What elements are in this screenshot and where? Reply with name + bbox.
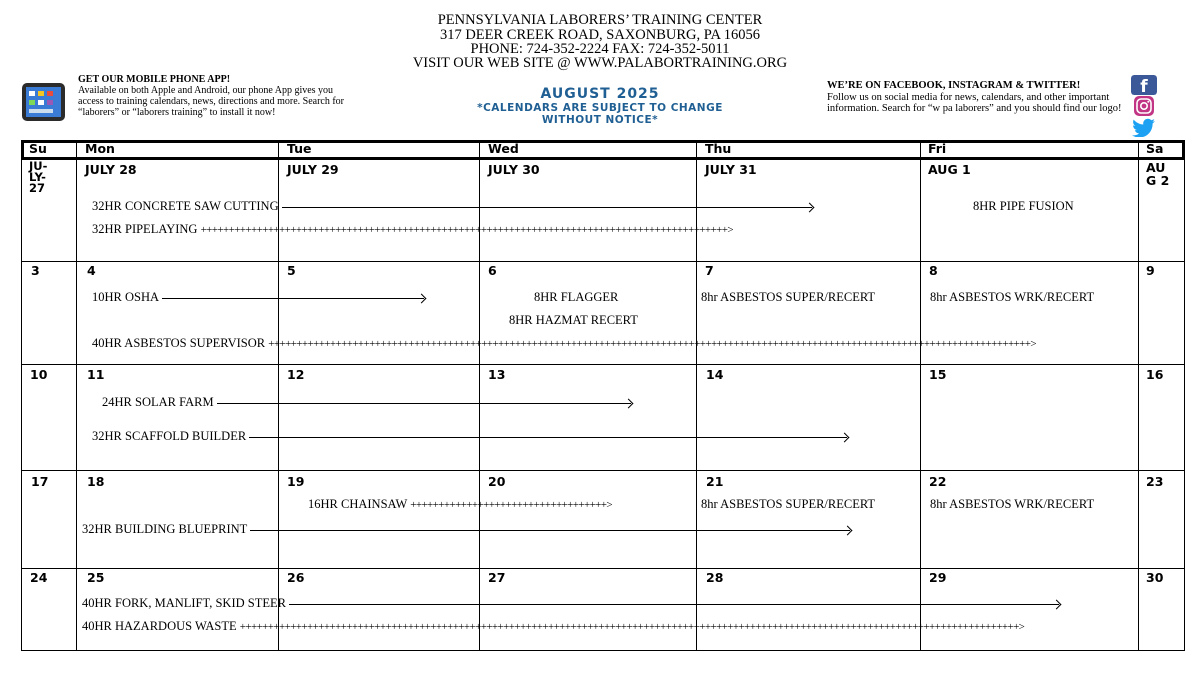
event-label: 16HR CHAINSAW bbox=[308, 497, 408, 511]
day-number: AU G 2 bbox=[1146, 160, 1170, 188]
day-number: 11 bbox=[87, 367, 105, 382]
week-divider bbox=[21, 261, 1185, 262]
day-number: 28 bbox=[706, 570, 724, 585]
event-label: 10HR OSHA bbox=[92, 290, 160, 304]
column-divider bbox=[920, 140, 921, 651]
day-number: 5 bbox=[287, 263, 296, 278]
app-promo bbox=[78, 74, 348, 118]
day-header-monday: Mon bbox=[85, 141, 115, 156]
event-label: 40HR FORK, MANLIFT, SKID STEER bbox=[82, 596, 286, 610]
social-promo-title: WE’RE ON FACEBOOK, INSTAGRAM & TWITTER! bbox=[827, 80, 1081, 91]
day-number: 19 bbox=[287, 474, 305, 489]
app-promo-title: GET OUR MOBILE PHONE APP! bbox=[78, 74, 231, 85]
plus-line-icon: ++++++++++++++++++++++++++++++++++++++++++++++++++++++++++++++++++++++++++++++++++++++++++++++> bbox=[200, 224, 733, 236]
day-number: 14 bbox=[706, 367, 724, 382]
arrow-icon bbox=[289, 604, 1059, 605]
social-promo-body: Follow us on social media for news, calendars, and other important information. Search for “w pa laborers” and you should find our logo! bbox=[827, 91, 1122, 114]
event-label: 40HR HAZARDOUS WASTE bbox=[82, 619, 237, 633]
instagram-icon[interactable] bbox=[1131, 96, 1157, 116]
day-number: AUG 1 bbox=[928, 162, 971, 177]
mobile-phone-icon bbox=[20, 82, 67, 122]
calendar-event[interactable] bbox=[92, 429, 847, 443]
day-number: JULY 28 bbox=[85, 162, 137, 177]
calendar-event[interactable] bbox=[92, 336, 1036, 351]
arrow-icon bbox=[249, 437, 847, 438]
calendar-title bbox=[360, 86, 840, 126]
day-header-saturday: Sa bbox=[1146, 141, 1164, 156]
day-number: 9 bbox=[1146, 263, 1155, 278]
day-number: 16 bbox=[1146, 367, 1164, 382]
day-number: 24 bbox=[30, 570, 48, 585]
day-number: 23 bbox=[1146, 474, 1164, 489]
day-number: JU- LY- 27 bbox=[29, 159, 48, 195]
plus-line-icon: +++++++++++++++++++++++++++++++++++> bbox=[410, 499, 612, 511]
event-label: 32HR BUILDING BLUEPRINT bbox=[82, 522, 248, 536]
week-divider bbox=[21, 364, 1185, 365]
day-number: 26 bbox=[287, 570, 305, 585]
day-number: 20 bbox=[488, 474, 506, 489]
calendar-event[interactable] bbox=[92, 222, 733, 237]
calendar-event[interactable]: 8hr ASBESTOS WRK/RECERT bbox=[930, 497, 1095, 511]
calendar-notice-line2: WITHOUT NOTICE* bbox=[541, 114, 659, 126]
day-header-wednesday: Wed bbox=[488, 141, 519, 156]
plus-line-icon: ++++++++++++++++++++++++++++++++++++++++++++++++++++++++++++++++++++++++++++++++++++++++++++++++++++++++++++++++++++++++++++++++++++++++> bbox=[268, 338, 1036, 350]
org-phone: PHONE: 724-352-2224 FAX: 724-352-5011 bbox=[470, 41, 730, 57]
day-number: 10 bbox=[30, 367, 48, 382]
calendar-event[interactable] bbox=[92, 290, 424, 304]
calendar-event[interactable]: 8hr ASBESTOS WRK/RECERT bbox=[930, 290, 1095, 304]
calendar-notice-line1: *CALENDARS ARE SUBJECT TO CHANGE bbox=[477, 102, 723, 114]
day-number: 15 bbox=[929, 367, 947, 382]
day-number: 13 bbox=[488, 367, 506, 382]
calendar-event[interactable] bbox=[82, 522, 850, 536]
day-number: JULY 31 bbox=[705, 162, 757, 177]
day-number: JULY 30 bbox=[488, 162, 540, 177]
column-divider bbox=[1138, 140, 1139, 651]
calendar-event[interactable]: 8HR HAZMAT RECERT bbox=[509, 313, 638, 327]
day-header-sunday: Su bbox=[29, 141, 47, 156]
org-website[interactable]: VISIT OUR WEB SITE @ WWW.PALABORTRAINING.ORG bbox=[412, 55, 788, 71]
event-label: 32HR CONCRETE SAW CUTTING bbox=[92, 199, 279, 213]
calendar-event[interactable]: 8hr ASBESTOS SUPER/RECERT bbox=[701, 497, 876, 511]
day-number: 22 bbox=[929, 474, 947, 489]
calendar-month: AUGUST 2025 bbox=[540, 86, 660, 102]
event-label: 40HR ASBESTOS SUPERVISOR bbox=[92, 336, 266, 350]
column-divider bbox=[696, 140, 697, 651]
calendar-event[interactable]: 8HR FLAGGER bbox=[534, 290, 619, 304]
calendar-event[interactable] bbox=[308, 497, 612, 512]
app-promo-body: Available on both Apple and Android, our phone App gives you access to training calendars, news, directions and more. Search for “laborers” or “laborers training” to install it now! bbox=[78, 85, 345, 118]
day-number: 29 bbox=[929, 570, 947, 585]
calendar-event[interactable] bbox=[102, 395, 631, 409]
day-header-tuesday: Tue bbox=[287, 141, 312, 156]
week-divider bbox=[21, 470, 1185, 471]
day-number: 17 bbox=[31, 474, 49, 489]
event-label: 32HR PIPELAYING bbox=[92, 222, 198, 236]
event-label: 24HR SOLAR FARM bbox=[102, 395, 214, 409]
day-number: 12 bbox=[287, 367, 305, 382]
twitter-icon[interactable] bbox=[1131, 117, 1157, 137]
week-divider bbox=[21, 568, 1185, 569]
facebook-icon[interactable] bbox=[1131, 75, 1157, 95]
column-divider bbox=[76, 140, 77, 651]
calendar-event[interactable] bbox=[92, 199, 812, 213]
day-number: 3 bbox=[31, 263, 40, 278]
svg-text:f: f bbox=[1140, 77, 1148, 95]
calendar-event[interactable] bbox=[82, 619, 1024, 634]
day-number: 8 bbox=[929, 263, 938, 278]
calendar-event[interactable] bbox=[82, 596, 1059, 610]
arrow-icon bbox=[282, 207, 812, 208]
calendar-event[interactable]: 8hr ASBESTOS SUPER/RECERT bbox=[701, 290, 876, 304]
arrow-icon bbox=[217, 403, 631, 404]
day-number: 21 bbox=[706, 474, 724, 489]
org-name: PENNSYLVANIA LABORERS’ TRAINING CENTER bbox=[437, 12, 763, 28]
day-number: JULY 29 bbox=[287, 162, 339, 177]
arrow-icon bbox=[162, 298, 424, 299]
event-label: 32HR SCAFFOLD BUILDER bbox=[92, 429, 247, 443]
day-number: 30 bbox=[1146, 570, 1164, 585]
social-promo bbox=[827, 80, 1127, 115]
day-number: 18 bbox=[87, 474, 105, 489]
day-header-thursday: Thu bbox=[705, 141, 732, 156]
arrow-icon bbox=[250, 530, 850, 531]
day-number: 25 bbox=[87, 570, 105, 585]
org-address: 317 DEER CREEK ROAD, SAXONBURG, PA 16056 bbox=[439, 27, 761, 43]
calendar-event[interactable]: 8HR PIPE FUSION bbox=[973, 199, 1074, 213]
day-header-friday: Fri bbox=[928, 141, 947, 156]
day-header-row bbox=[21, 140, 1185, 160]
day-number: 27 bbox=[488, 570, 506, 585]
day-number: 7 bbox=[705, 263, 714, 278]
day-number: 4 bbox=[87, 263, 96, 278]
day-number: 6 bbox=[488, 263, 497, 278]
plus-line-icon: +++++++++++++++++++++++++++++++++++++++++++++++++++++++++++++++++++++++++++++++++++++++++++++++++++++++++++++++++++++++++++++++++++++++++++> bbox=[239, 621, 1025, 633]
